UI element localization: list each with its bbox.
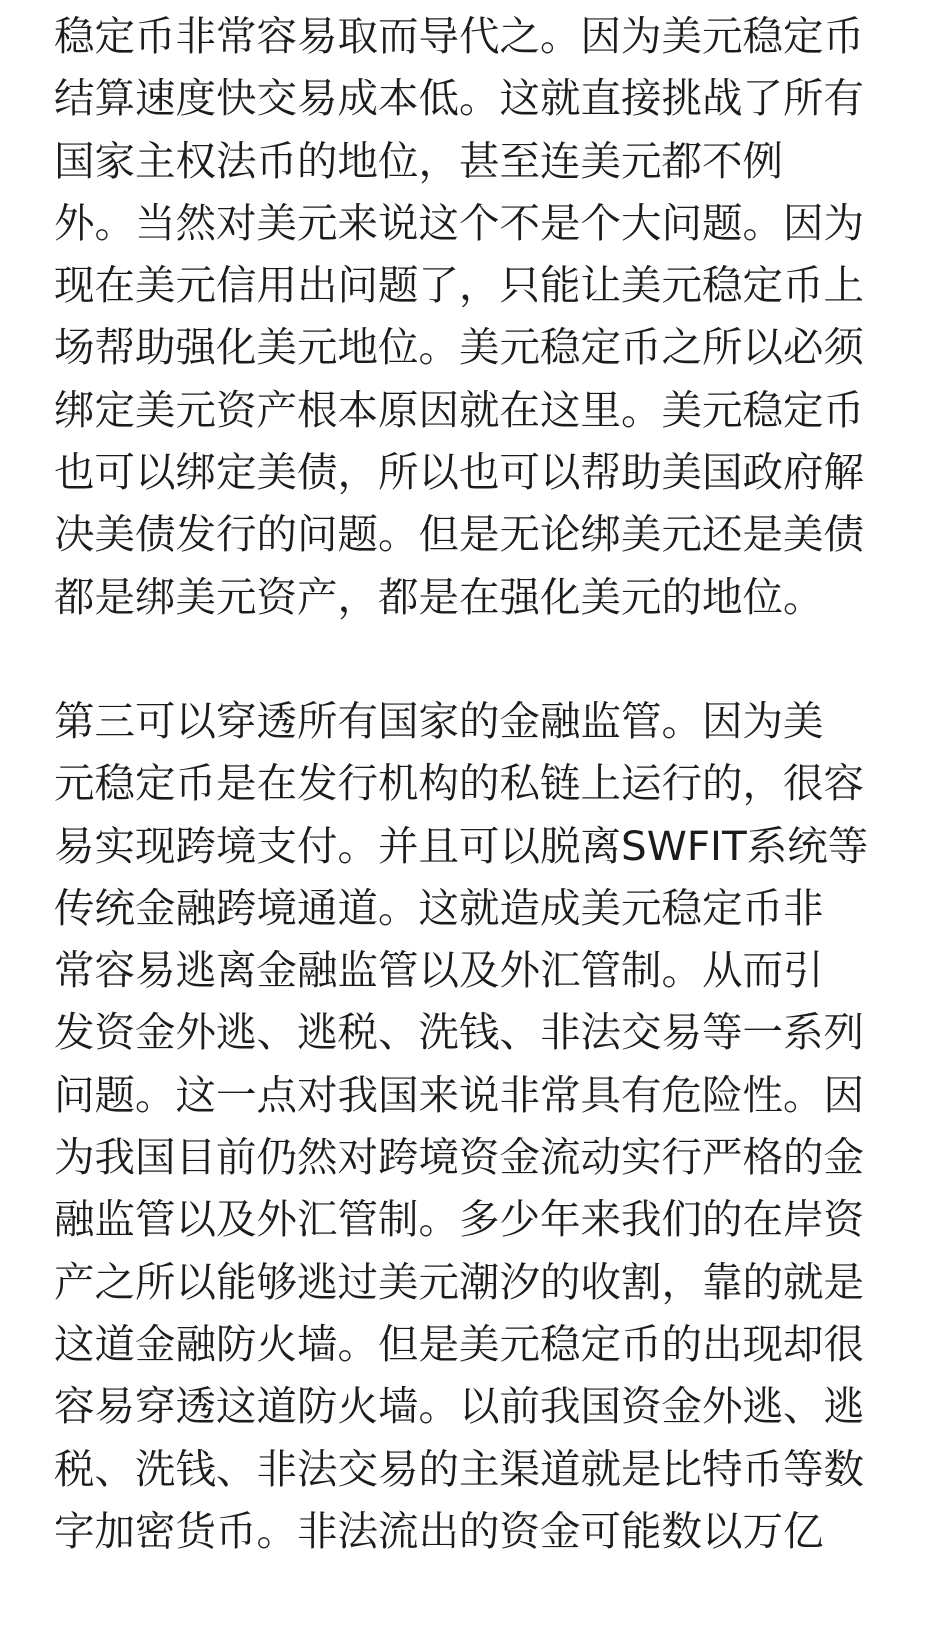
text-line: 易实现跨境支付。并且可以脱离SWFIT系统等 (54, 821, 869, 870)
text-line: 第三可以穿透所有国家的金融监管。因为美 (54, 696, 824, 745)
text-line: 现在美元信用出问题了，只能让美元稳定币上 (54, 261, 864, 310)
text-line: 绑定美元资产根本原因就在这里。美元稳定币 (54, 385, 864, 434)
text-line: 元稳定币是在发行机构的私链上运行的，很容 (54, 759, 864, 808)
text-line: 外。当然对美元来说这个不是个大问题。因为 (54, 198, 864, 247)
text-line: 发资金外逃、逃税、洗钱、非法交易等一系列 (54, 1008, 864, 1057)
text-line: 稳定币非常容易取而导代之。因为美元稳定币 (54, 12, 864, 60)
paragraph-2 (54, 690, 934, 1562)
text-line: 税、洗钱、非法交易的主渠道就是比特币等数 (54, 1444, 864, 1493)
text-line: 决美债发行的问题。但是无论绑美元还是美债 (54, 510, 864, 559)
text-line: 这道金融防火墙。但是美元稳定币的出现却很 (54, 1319, 864, 1368)
article-body (54, 5, 934, 1562)
text-line: 问题。这一点对我国来说非常具有危险性。因 (54, 1070, 864, 1119)
text-line: 为我国目前仍然对跨境资金流动实行严格的金 (54, 1133, 864, 1182)
text-line: 容易穿透这道防火墙。以前我国资金外逃、逃 (54, 1382, 864, 1431)
text-line: 字加密货币。非法流出的资金可能数以万亿 (54, 1506, 824, 1555)
text-line: 场帮助强化美元地位。美元稳定币之所以必须 (54, 323, 864, 372)
text-line: 常容易逃离金融监管以及外汇管制。从而引 (54, 946, 824, 995)
text-line: 也可以绑定美债，所以也可以帮助美国政府解 (54, 448, 864, 497)
text-line: 都是绑美元资产，都是在强化美元的地位。 (54, 572, 824, 621)
text-line: 传统金融跨境通道。这就造成美元稳定币非 (54, 883, 824, 932)
text-line: 产之所以能够逃过美元潮汐的收割，靠的就是 (54, 1257, 864, 1306)
text-line: 国家主权法币的地位，甚至连美元都不例 (54, 136, 783, 185)
text-line: 结算速度快交易成本低。这就直接挑战了所有 (54, 74, 864, 123)
text-line: 融监管以及外汇管制。多少年来我们的在岸资 (54, 1195, 864, 1244)
paragraph-1 (54, 5, 934, 628)
